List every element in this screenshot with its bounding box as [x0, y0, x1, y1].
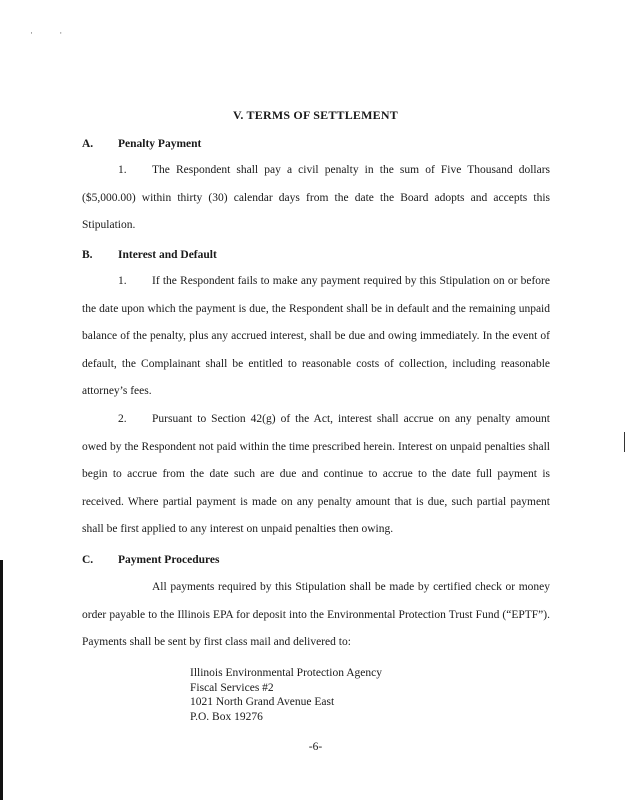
address-line: 1021 North Grand Avenue East [190, 696, 335, 708]
paragraph-c1 [82, 574, 550, 657]
section-title: Interest and Default [118, 249, 217, 261]
section-letter: C. [82, 554, 94, 566]
paragraph-a1 [82, 157, 550, 240]
section-heading-b [82, 249, 217, 261]
address-line: P.O. Box 19276 [190, 710, 263, 723]
section-title: Penalty Payment [118, 138, 202, 150]
paragraph-b2 [82, 406, 550, 544]
paragraph-number: 2. [118, 413, 127, 425]
section-heading-c [82, 554, 219, 566]
paragraph-text: The Respondent shall pay a civil penalty in the sum of Five Thousand dollars ($5,000.00) within thirty (30) calendar days from the date the Board adopts and accepts this Stipulation. [82, 164, 550, 231]
page-number: -6- [308, 741, 323, 753]
page-title: V. TERMS OF SETTLEMENT [233, 108, 398, 122]
section-title: Payment Procedures [118, 554, 220, 566]
paragraph-b1 [82, 268, 550, 406]
paragraph-text: Pursuant to Section 42(g) of the Act, interest shall accrue on any penalty amount owed by the Respondent not paid within the time prescribed herein. Interest on unpaid penalties shall begin to accrue from the date such are due and continue to accrue to the date full payment is received. Where partial payment is made on any penalty amount that is due, such partial payment shall be first applied to any interest on unpaid penalties then owing. [82, 413, 550, 535]
paragraph-number: 1. [118, 164, 127, 176]
address-line: Fiscal Services #2 [190, 681, 274, 694]
paragraph-text: If the Respondent fails to make any payment required by this Stipulation on or before the date upon which the payment is due, the Respondent shall be in default and the remaining unpaid balance of the penalty, plus any accrued interest, shall be due and owing immediately. In the event of default, the Complainant shall be entitled to reasonable costs of collection, including reasonable attorney’s fees. [82, 275, 550, 397]
section-letter: A. [82, 138, 94, 150]
section-heading-a [82, 138, 201, 150]
scan-specks: · · [30, 28, 75, 38]
section-letter: B. [82, 249, 93, 261]
mailing-address [190, 666, 382, 724]
scan-edge-mark [0, 560, 3, 800]
scan-edge-mark [624, 432, 625, 452]
address-line: Illinois Environmental Protection Agency [190, 667, 382, 679]
paragraph-number: 1. [118, 275, 127, 287]
paragraph-text: All payments required by this Stipulation shall be made by certified check or money order payable to the Illinois EPA for deposit into the Environmental Protection Trust Fund (“EPTF”). Payments shall be sent by first class mail and delivered to: [82, 581, 550, 648]
